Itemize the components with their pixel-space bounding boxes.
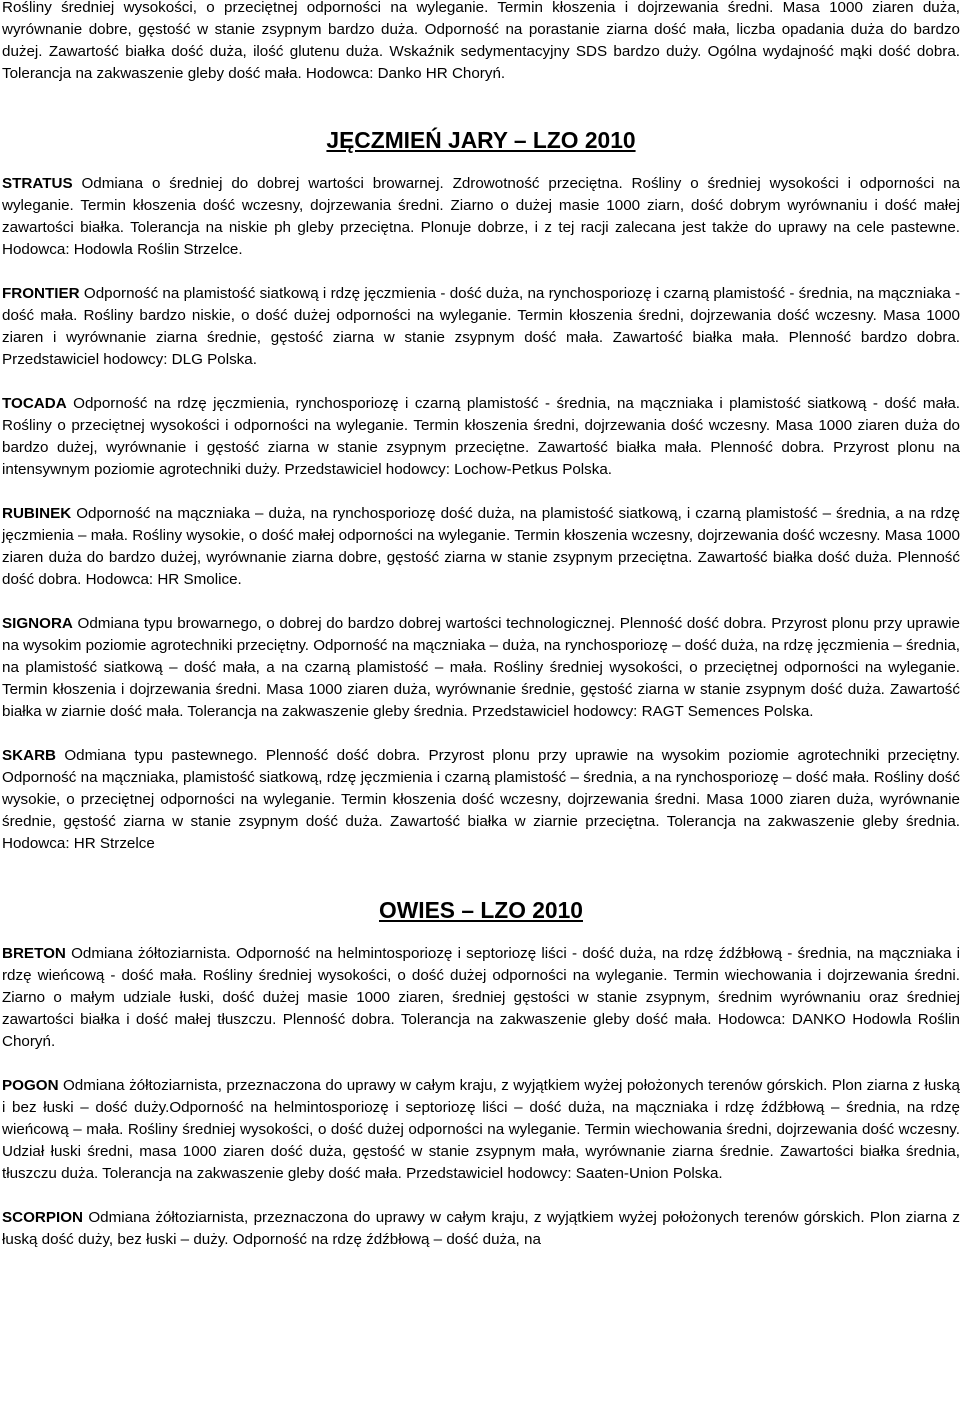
variety-entry-breton [2,943,960,1053]
variety-name: TOCADA [2,395,67,412]
variety-description: Odmiana typu pastewnego. Plenność dość dobra. Przyrost plonu przy uprawie na wysokim poziomie agrotechniki przeciętny. Odporność na mączniaka, plamistość siatkową, rdzę jęczmienia i czarną plamistość – średnia, a na rynchosporiozę – dość mała. Rośliny dość wysokie, o przeciętnej odporności na wyleganie. Termin kłoszenia dość wczesny, dojrzewania średni. Masa 1000 ziaren duża, wyrównanie średnie, gęstość ziarna w stanie zsypnym dość duża. Zawartość białka w ziarnie przeciętna. Tolerancja na zakwaszenie gleby średnia. Hodowca: HR Strzelce [2,747,960,852]
variety-name: SCORPION [2,1209,84,1226]
variety-entry-skarb [2,745,960,855]
variety-entry-tocada [2,393,960,481]
variety-name: BRETON [2,945,66,962]
variety-description: Odporność na rdzę jęczmienia, rynchosporiozę i czarną plamistość - średnia, na mączniaka i plamistość siatkową - dość mała. Rośliny o przeciętnej wysokości i odporności na wyleganie. Termin kłoszenia średni, dojrzewania dość wczesny. Masa 1000 ziaren duża do bardzo dużej, wyrównanie i gęstość ziarna w stanie zsypnym przeciętne. Zawartość białka mała. Plenność dobra. Przyrost plonu na intensywnym poziomie agrotechniki duży. Przedstawiciel hodowcy: Lochow-Petkus Polska. [2,395,960,478]
variety-entry-stratus [2,173,960,261]
variety-name: POGON [2,1077,59,1094]
variety-description: Odporność na mączniaka – duża, na rynchosporiozę dość duża, na plamistość siatkową, i czarną plamistość – średnia, a na rdzę jęczmienia – mała. Rośliny wysokie, o dość małej odporności na wyleganie. Termin kłoszenia wczesny, dojrzewania dość wczesny. Masa 1000 ziaren duża do bardzo dużej, wyrównanie ziarna dobre, gęstość ziarna w stanie zsypnym przeciętna. Zawartość białka dość duża. Plenność dość dobra. Hodowca: HR Smolice. [2,505,960,588]
intro-paragraph: Rośliny średniej wysokości, o przeciętnej odporności na wyleganie. Termin kłoszenia i dojrzewania średni. Masa 1000 ziaren duża, wyrównanie dobre, gęstość w stanie zsypnym bardzo duża. Odporność na porastanie ziarna dość mała, liczba opadania duża do bardzo dużej. Zawartość białka dość duża, ilość glutenu duża. Wskaźnik sedymentacyjny SDS bardzo duży. Ogólna wydajność mąki dość dobra. Tolerancja na zakwaszenie gleby dość mała. Hodowca: Danko HR Choryń. [2,0,960,82]
variety-description: Odporność na plamistość siatkową i rdzę jęczmienia - dość duża, na rynchosporiozę i czarną plamistość - średnia, na mączniaka - dość mała. Rośliny bardzo niskie, o dość dużej odporności na wyleganie. Termin kłoszenia średni, dojrzewania dość wczesny. Masa 1000 ziaren i wyrównanie ziarna średnie, gęstość ziarna w stanie zsypnym dość mała. Zawartość białka mała. Plenność bardzo dobra. Przedstawiciel hodowcy: DLG Polska. [2,285,960,368]
variety-entry-rubinek [2,503,960,591]
variety-description: Odmiana typu browarnego, o dobrej do bardzo dobrej wartości technologicznej. Plenność dość dobra. Przyrost plonu przy uprawie na wysokim poziomie agrotechniki przeciętny. Odporność na mączniaka – duża, na rynchosporiozę – dość duża, na rdzę jęczmienia – średnia, na plamistość siatkową – dość mała, a na czarną plamistość – mała. Rośliny średniej wysokości, o przeciętnej odporności na wyleganie. Termin kłoszenia i dojrzewania średni. Masa 1000 ziaren duża, wyrównanie średnie, gęstość ziarna w stanie zsypnym dość duża. Zawartość białka w ziarnie dość mała. Tolerancja na zakwaszenie gleby średnia. Przedstawiciel hodowcy: RAGT Semences Polska. [2,615,960,720]
variety-description: Odmiana żółtoziarnista, przeznaczona do uprawy w całym kraju, z wyjątkiem wyżej położonych terenów górskich. Plon ziarna z łuską dość duży, bez łuski – duży. Odporność na rdzę źdźbłową – dość duża, na [2,1209,960,1248]
variety-entry-signora [2,613,960,723]
variety-name: RUBINEK [2,505,72,522]
variety-description: Odmiana o średniej do dobrej wartości browarnej. Zdrowotność przeciętna. Rośliny o średniej wysokości i odporności na wyleganie. Termin kłoszenia dość wczesny, dojrzewania średni. Ziarno o dużej masie 1000 ziarn, dość dobrym wyrównaniu i dość małej zawartości białka. Tolerancja na niskie ph gleby przeciętna. Plonuje dobrze, i z tej racji zalecana jest także do uprawy na cele pastewne. Hodowca: Hodowla Roślin Strzelce. [2,175,960,258]
section-heading-owies: OWIES – LZO 2010 [379,897,583,923]
variety-description: Odmiana żółtoziarnista, przeznaczona do uprawy w całym kraju, z wyjątkiem wyżej położonych terenów górskich. Plon ziarna z łuską i bez łuski – dość duży.Odporność na helmintosporiozę i septoriozę liści – dość duża, na mączniaka i rdzę źdźbłową – średnia, na rdzę wieńcową – mała. Rośliny średniej wysokości, o dość dużej odporności na wyleganie. Termin wiechowania średni, dojrzewania dość wczesny. Udział łuski średni, masa 1000 ziaren dość duża, gęstość w stanie zsypnym mała, wyrównanie ziarna średnie. Zawartości białka średnia, tłuszczu duża. Tolerancja na zakwaszenie gleby dość mała. Przedstawiciel hodowcy: Saaten-Union Polska. [2,1077,960,1182]
variety-name: STRATUS [2,175,73,192]
variety-entry-pogon [2,1075,960,1185]
variety-name: SIGNORA [2,615,73,632]
variety-name: SKARB [2,747,57,764]
variety-name: FRONTIER [2,285,80,302]
variety-entry-frontier [2,283,960,371]
variety-description: Odmiana żółtoziarnista. Odporność na helmintosporiozę i septoriozę liści - dość duża, na rdzę źdźbłową - średnia, na mączniaka i rdzę wieńcową - dość mała. Rośliny średniej wysokości, o dość dużej odporności na wyleganie. Termin wiechowania i dojrzewania średni. Ziarno o małym udziale łuski, dość dużej masie 1000 ziaren, średniej gęstości w stanie zsypnym, średnim wyrównaniu oraz średniej zawartości białka i dość małej tłuszczu. Plenność dobra. Tolerancja na zakwaszenie gleby dość mała. Hodowca: DANKO Hodowla Roślin Choryń. [2,945,960,1050]
section-heading-jeczmien: JĘCZMIEŃ JARY – LZO 2010 [326,127,636,153]
variety-entry-scorpion [2,1207,960,1251]
